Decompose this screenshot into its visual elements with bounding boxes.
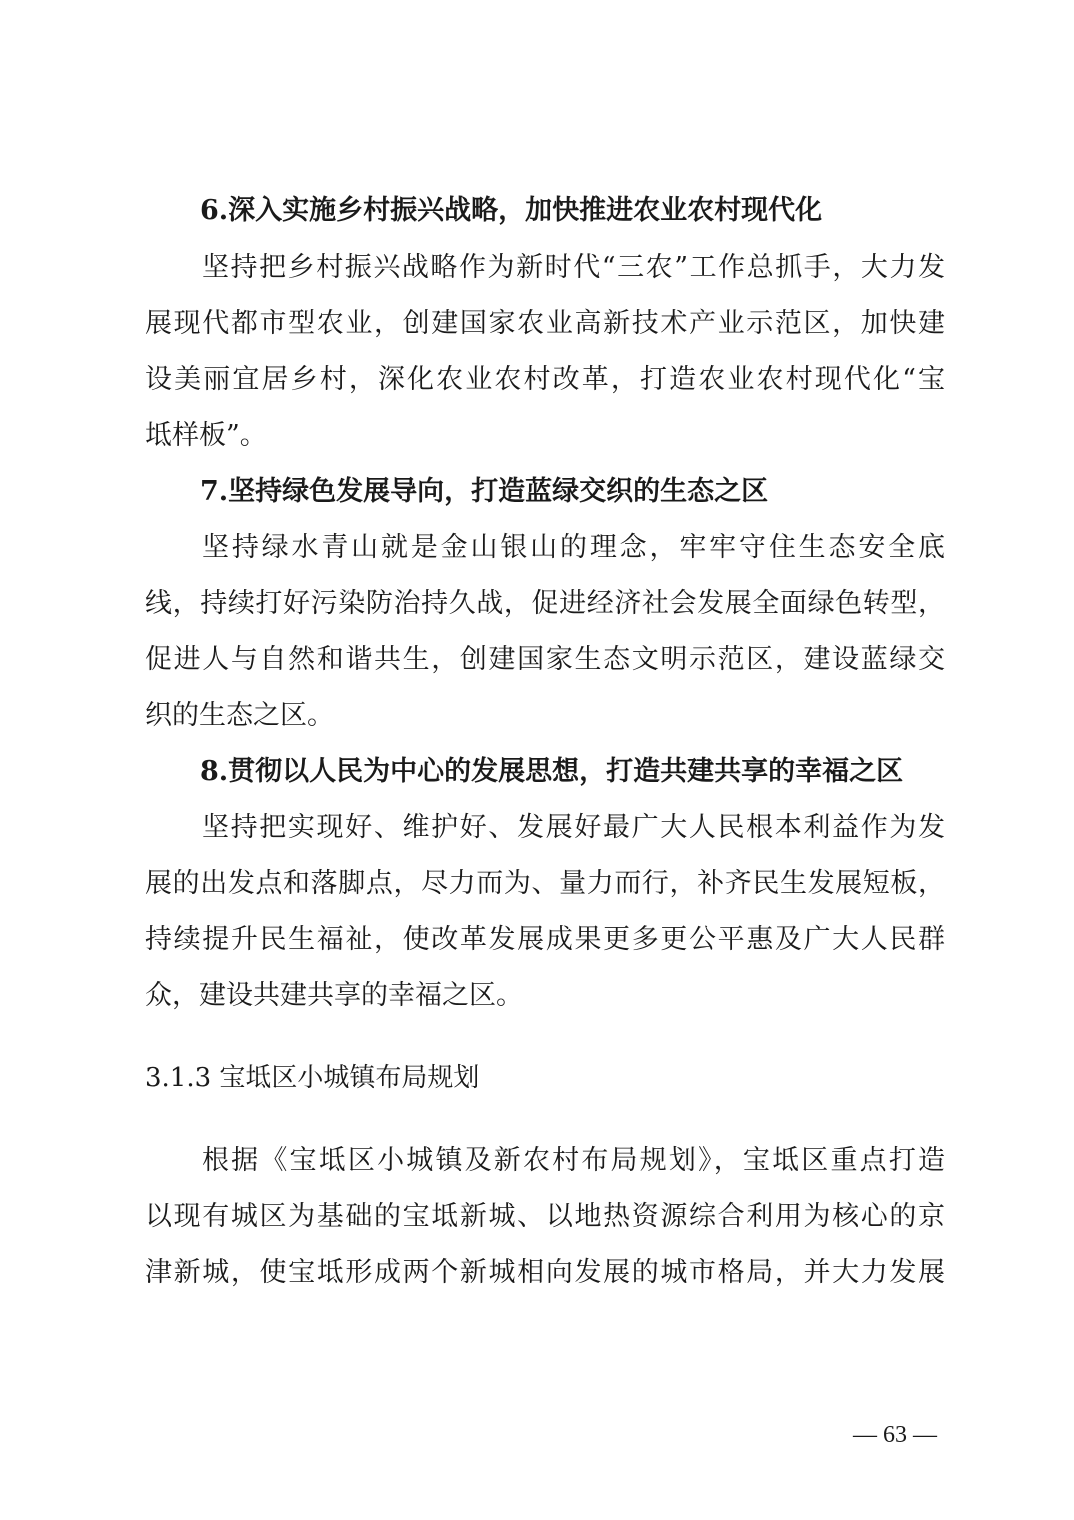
paragraph-line: 以现有城区为基础的宝坻新城、以地热资源综合利用为核心的京 [145,1201,945,1232]
section-heading-6: 6.深入实施乡村振兴战略，加快推进农业农村现代化 [200,195,823,226]
paragraph-line: 设美丽宜居乡村，深化农业农村改革，打造农业农村现代化“宝 [145,364,945,395]
paragraph-line: 织的生态之区。 [145,700,334,731]
paragraph-line: 展现代都市型农业，创建国家农业高新技术产业示范区，加快建 [145,308,945,339]
paragraph-line: 坻样板”。 [145,420,267,451]
section-heading-8: 8.贯彻以人民为中心的发展思想，打造共建共享的幸福之区 [200,756,904,787]
paragraph-line: 众，建设共建共享的幸福之区。 [145,980,523,1011]
section-heading-7: 7.坚持绿色发展导向，打造蓝绿交织的生态之区 [200,476,769,507]
paragraph-line: 促进人与自然和谐共生，创建国家生态文明示范区，建设蓝绿交 [145,644,945,675]
paragraph-line: 坚持把实现好、维护好、发展好最广大人民根本利益作为发 [202,812,945,843]
paragraph-line: 线，持续打好污染防治持久战，促进经济社会发展全面绿色转型， [145,588,945,619]
page-number: — 63 — [853,1422,937,1448]
paragraph-line: 坚持绿水青山就是金山银山的理念，牢牢守住生态安全底 [202,532,945,563]
paragraph-line: 持续提升民生福祉，使改革发展成果更多更公平惠及广大人民群 [145,924,945,955]
subsection-title: 3.1.3 宝坻区小城镇布局规划 [145,1063,480,1093]
paragraph-line: 展的出发点和落脚点，尽力而为、量力而行，补齐民生发展短板， [145,868,945,899]
paragraph-line: 坚持把乡村振兴战略作为新时代“三农”工作总抓手，大力发 [202,252,945,283]
paragraph-line: 根据《宝坻区小城镇及新农村布局规划》，宝坻区重点打造 [202,1145,945,1176]
paragraph-line: 津新城，使宝坻形成两个新城相向发展的城市格局，并大力发展 [145,1257,945,1288]
